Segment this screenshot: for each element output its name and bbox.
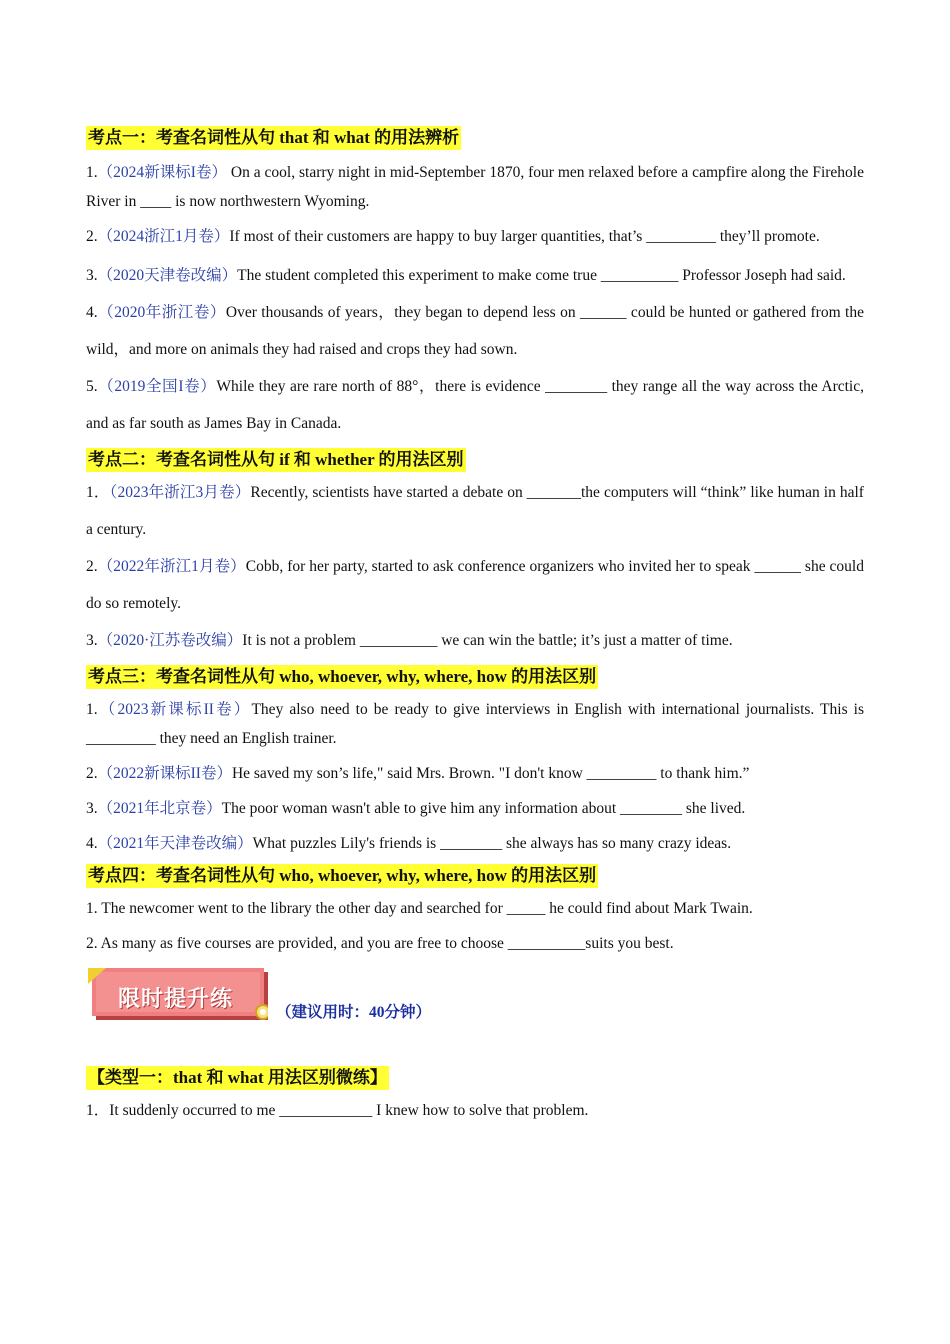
- practice-section: [86, 1066, 864, 1125]
- section-1: [86, 126, 864, 442]
- question-item: 1．It suddenly occurred to me ____________ I knew how to solve that problem.: [86, 1102, 589, 1119]
- question-source: （2023年浙江3月卷）: [109, 484, 251, 501]
- question-item: 1. The newcomer went to the library the other day and searched for _____ he could find about Mark Twain.: [86, 900, 753, 917]
- question-source: （2020·江苏卷改编）: [97, 632, 243, 649]
- section-heading: 考点一：考查名词性从句 that 和 what 的用法辨析: [86, 126, 461, 150]
- question-item: 4.（2021年天津卷改编）What puzzles Lily's friends is ________ she always has so many crazy ideas.: [86, 835, 732, 852]
- question-source: （2021年天津卷改编）: [97, 835, 253, 852]
- question-item: 2.（2024浙江1月卷）If most of their customers are happy to buy larger quantities, that’s _________ they’ll promote.: [86, 228, 820, 245]
- section-heading: 考点二：考查名词性从句 if 和 whether 的用法区别: [86, 448, 466, 472]
- question-item: 5.（2019全国I卷）While they are rare north of 88°，there is evidence ________ they range all the way across the Arctic, and as far south as James Bay in Canada.: [86, 378, 864, 432]
- banner-label: 限时提升练: [118, 987, 234, 1012]
- practice-heading: 【类型一：that 和 what 用法区别微练】: [86, 1066, 389, 1090]
- section-3: [86, 665, 864, 858]
- question-source: （2020天津卷改编）: [97, 267, 238, 284]
- question-source: （2022年浙江1月卷）: [97, 558, 246, 575]
- question-source: （2023新课标II卷）: [97, 701, 252, 718]
- question-item: 2.（2022年浙江1月卷）Cobb, for her party, started to ask conference organizers who invited her to speak ______ she could do so remotely.: [86, 558, 864, 612]
- question-item: 3.（2020·江苏卷改编）It is not a problem __________ we can win the battle; it’s just a matter of time.: [86, 632, 733, 649]
- question-item: 1.（2023新课标II卷）They also need to be ready to give interviews in English with international journalists. This is _________ they need an English trainer.: [86, 701, 864, 747]
- question-source: （2020年浙江卷）: [97, 304, 226, 321]
- section-2: [86, 448, 864, 659]
- question-source: （2019全国I卷）: [97, 378, 217, 395]
- question-source: （2024浙江1月卷）: [97, 228, 230, 245]
- question-source: （2022新课标II卷）: [97, 765, 232, 782]
- question-item: 1．（2023年浙江3月卷）Recently, scientists have started a debate on _______the computers will “think” like human in half a century.: [86, 484, 864, 538]
- question-source: （2021年北京卷）: [97, 800, 222, 817]
- question-item: 3.（2020天津卷改编）The student completed this experiment to make come true __________ Professor Joseph had said.: [86, 267, 846, 284]
- question-item: 1.（2024新课标I卷） On a cool, starry night in mid-September 1870, four men relaxed before a campfire along the Firehole River in ____ is now northwestern Wyoming.: [86, 164, 864, 210]
- section-heading: 考点四：考查名词性从句 who, whoever, why, where, how 的用法区别: [86, 864, 598, 888]
- practice-banner: [86, 968, 864, 1032]
- document-body: [86, 126, 864, 1131]
- question-item: 4.（2020年浙江卷）Over thousands of years，they began to depend less on ______ could be hunted or gathered from the wild，and more on animals they had raised and crops they had sown.: [86, 304, 864, 358]
- question-item: 2. As many as five courses are provided, and you are free to choose __________suits you best.: [86, 935, 674, 952]
- section-4: [86, 864, 864, 958]
- banner-note: （建议用时：40分钟）: [276, 1004, 432, 1021]
- question-source: （2024新课标I卷）: [97, 164, 227, 181]
- question-item: 3.（2021年北京卷）The poor woman wasn't able to give him any information about ________ she lived.: [86, 800, 746, 817]
- question-item: 2.（2022新课标II卷）He saved my son’s life," said Mrs. Brown. "I don't know _________ to thank him.”: [86, 765, 750, 782]
- section-heading: 考点三：考查名词性从句 who, whoever, why, where, how 的用法区别: [86, 665, 598, 689]
